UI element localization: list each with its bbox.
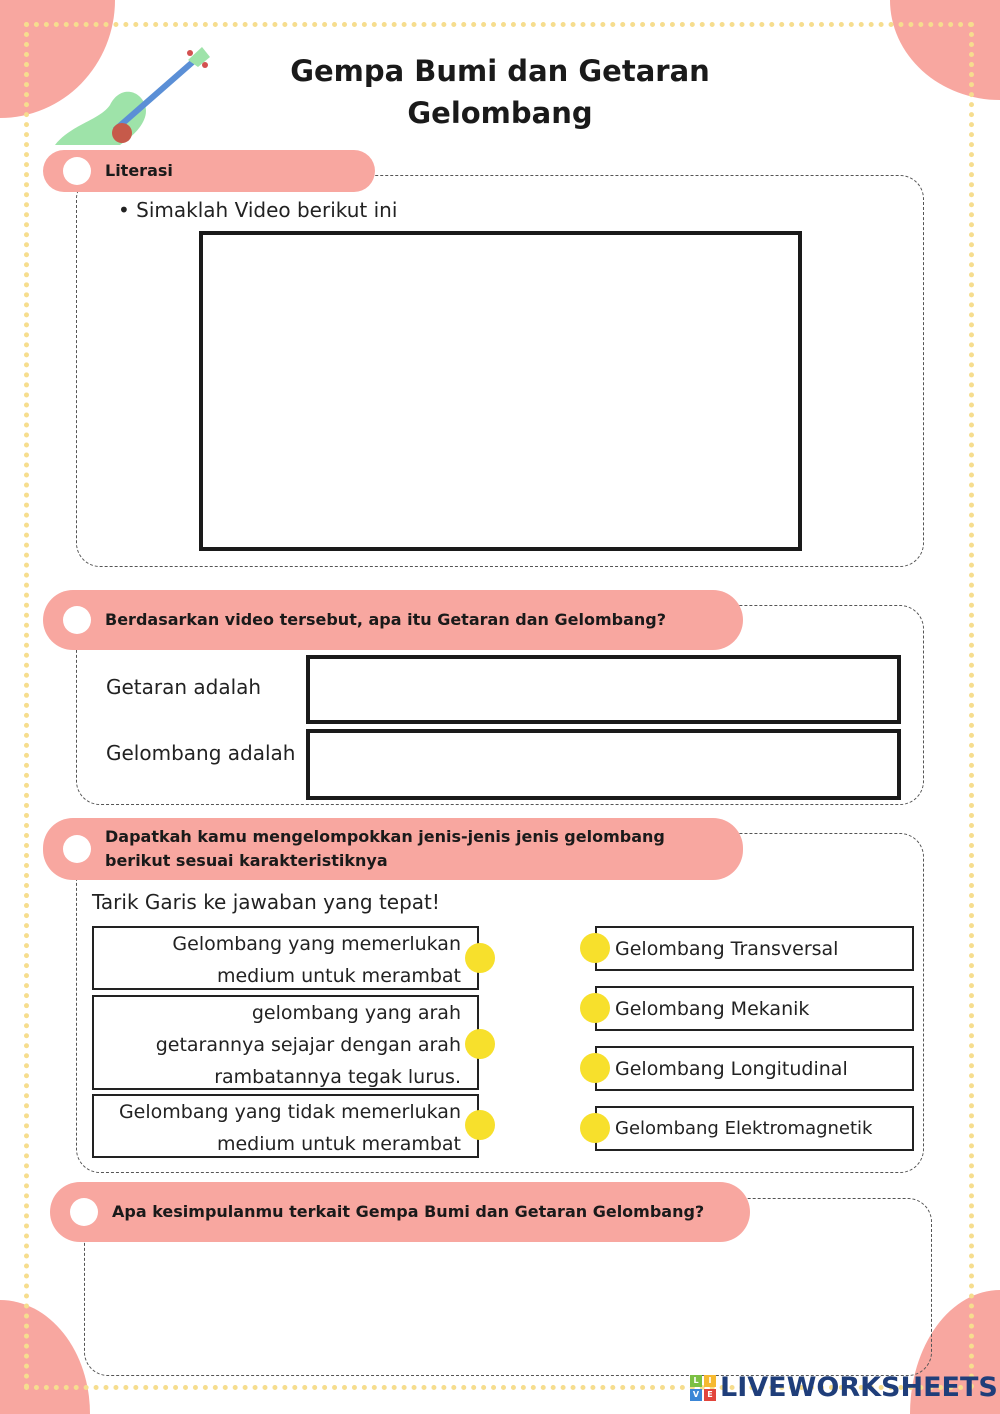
- literasi-header: [43, 150, 375, 192]
- match-right-item[interactable]: Gelombang Mekanik: [595, 986, 914, 1031]
- kelompok-header: [43, 818, 743, 880]
- getaran-label: Getaran adalah: [106, 675, 262, 699]
- bullet-circle: [70, 1198, 98, 1226]
- guitar-icon: [50, 45, 215, 155]
- match-dot[interactable]: [465, 1029, 495, 1059]
- match-dot[interactable]: [580, 933, 610, 963]
- match-left-item[interactable]: gelombang yang arah getarannya sejajar dengan arah rambatannya tegak lurus.: [92, 995, 479, 1090]
- liveworksheets-logo: [690, 1372, 998, 1403]
- match-dot[interactable]: [580, 1053, 610, 1083]
- match-left-item[interactable]: Gelombang yang tidak memerlukan medium untuk merambat: [92, 1094, 479, 1158]
- logo-icon: L I V E: [690, 1375, 716, 1401]
- match-dot[interactable]: [465, 1110, 495, 1140]
- literasi-bullet: • Simaklah Video berikut ini: [118, 198, 398, 222]
- logo-text: LIVEWORKSHEETS: [720, 1372, 998, 1403]
- instruction: Tarik Garis ke jawaban yang tepat!: [92, 890, 440, 914]
- match-right-item[interactable]: Gelombang Longitudinal: [595, 1046, 914, 1091]
- section-heading: Dapatkah kamu mengelompokkan jenis-jenis jenis gelombang berikut sesuai karakteristiknya: [105, 827, 665, 870]
- video-frame[interactable]: [199, 231, 802, 551]
- match-dot[interactable]: [580, 1113, 610, 1143]
- getaran-input[interactable]: [306, 655, 901, 724]
- match-right-item[interactable]: Gelombang Transversal: [595, 926, 914, 971]
- bullet-text: Simaklah Video berikut ini: [136, 198, 398, 222]
- section-heading: Berdasarkan video tersebut, apa itu Getaran dan Gelombang?: [105, 610, 666, 629]
- match-dot[interactable]: [580, 993, 610, 1023]
- bullet-circle: [63, 606, 91, 634]
- match-left-item[interactable]: Gelombang yang memerlukan medium untuk merambat: [92, 926, 479, 990]
- kesimpulan-header: [50, 1182, 750, 1242]
- match-dot[interactable]: [465, 943, 495, 973]
- section-heading: Apa kesimpulanmu terkait Gempa Bumi dan Getaran Gelombang?: [112, 1202, 705, 1221]
- page-title: Gempa Bumi dan Getaran Gelombang: [290, 54, 710, 130]
- bullet-circle: [63, 835, 91, 863]
- section-heading: Literasi: [105, 161, 173, 180]
- bullet-circle: [63, 157, 91, 185]
- gelombang-label: Gelombang adalah: [106, 741, 296, 765]
- definisi-header: [43, 590, 743, 650]
- gelombang-input[interactable]: [306, 729, 901, 800]
- match-right-item[interactable]: Gelombang Elektromagnetik: [595, 1106, 914, 1151]
